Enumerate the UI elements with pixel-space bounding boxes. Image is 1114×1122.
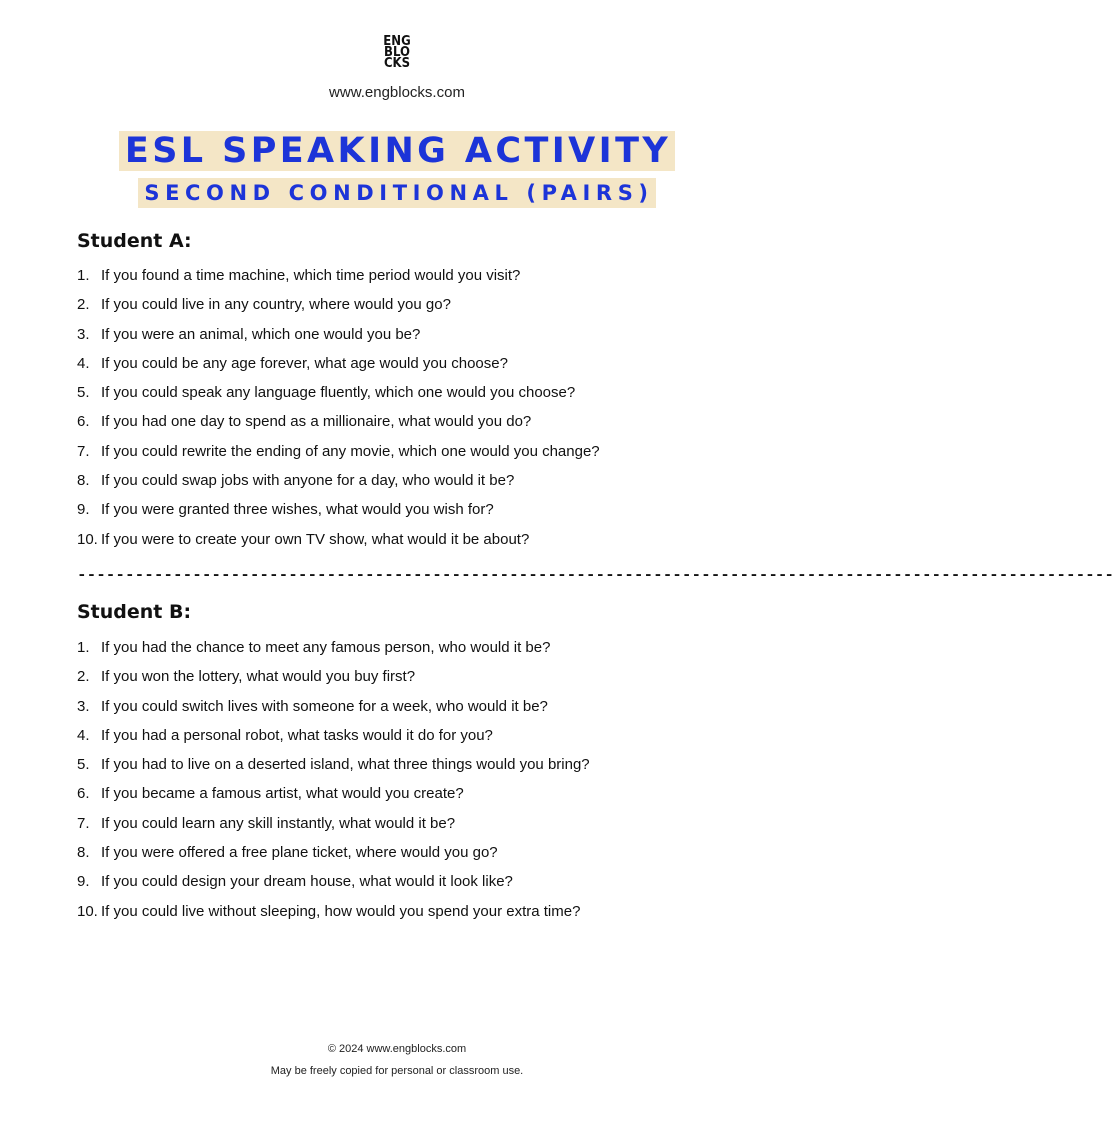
question-text: If you could be any age forever, what age would you choose? (101, 354, 508, 372)
question-number: 6. (77, 413, 90, 431)
logo-line: ENG (383, 34, 411, 49)
question-number: 1. (77, 639, 90, 656)
question-item (77, 872, 590, 901)
question-number: 3. (77, 697, 90, 715)
question-text: If you could swap jobs with anyone for a day, who would it be? (101, 472, 515, 490)
page-title: ESL SPEAKING ACTIVITY (119, 131, 675, 171)
question-number: 4. (77, 726, 90, 744)
question-item (77, 726, 590, 755)
site-url[interactable]: www.engblocks.com (329, 84, 465, 101)
question-text: If you were an animal, which one would you be? (101, 325, 421, 343)
student-b-question-list (77, 638, 590, 931)
logo-line: CKS (383, 56, 411, 71)
title-block (0, 131, 794, 171)
question-item (77, 902, 590, 931)
question-item (77, 530, 600, 559)
question-number: 7. (77, 442, 90, 460)
question-text: If you could speak any language fluently, which one would you choose? (101, 384, 576, 402)
question-text: If you could design your dream house, what would it look like? (101, 873, 513, 891)
question-item (77, 784, 590, 813)
question-number: 7. (77, 814, 90, 832)
question-item (77, 354, 600, 383)
question-text: If you could switch lives with someone for a week, who would it be? (101, 697, 548, 715)
question-item (77, 266, 600, 295)
question-number: 4. (77, 354, 90, 372)
question-text: If you could live in any country, where would you go? (101, 296, 451, 314)
question-number: 8. (77, 844, 90, 862)
question-number: 2. (77, 296, 90, 314)
question-item (77, 383, 600, 412)
question-item (77, 814, 590, 843)
question-item (77, 667, 590, 696)
question-number: 10. (77, 902, 98, 920)
engblocks-logo (0, 36, 794, 69)
question-text: If you could rewrite the ending of any movie, which one would you change? (101, 442, 600, 460)
question-text: If you could learn any skill instantly, what would it be? (101, 814, 456, 832)
student-a-question-list (77, 266, 600, 559)
student-b-heading: Student B: (77, 601, 192, 623)
question-text: If you had the chance to meet any famous person, who would it be? (101, 639, 551, 656)
question-item (77, 638, 590, 667)
question-text: If you became a famous artist, what would you create? (101, 785, 464, 803)
subtitle-block (0, 178, 794, 208)
question-text: If you had one day to spend as a millionaire, what would you do? (101, 413, 532, 431)
logo-line: BLO (384, 45, 410, 60)
question-number: 2. (77, 668, 90, 686)
question-item (77, 442, 600, 471)
question-number: 5. (77, 384, 90, 402)
question-text: If you were granted three wishes, what would you wish for? (101, 501, 494, 519)
question-text: If you had a personal robot, what tasks would it do for you? (101, 726, 493, 744)
question-item (77, 295, 600, 324)
question-text: If you were offered a free plane ticket, where would you go? (101, 844, 498, 862)
question-number: 1. (77, 267, 90, 284)
question-item (77, 755, 590, 784)
question-number: 10. (77, 530, 98, 548)
student-a-heading: Student A: (77, 230, 192, 252)
question-number: 9. (77, 501, 90, 519)
question-number: 9. (77, 873, 90, 891)
question-text: If you could live without sleeping, how would you spend your extra time? (101, 902, 581, 920)
question-item (77, 697, 590, 726)
question-number: 8. (77, 472, 90, 490)
question-item (77, 412, 600, 441)
question-number: 5. (77, 756, 90, 774)
question-text: If you won the lottery, what would you buy first? (101, 668, 416, 686)
page-subtitle: SECOND CONDITIONAL (PAIRS) (138, 178, 655, 208)
section-divider: ------------------------------------------------------------------------------------------------------------ (77, 566, 1114, 584)
footer-copyright: © 2024 www.engblocks.com (327, 1043, 467, 1055)
question-text: If you were to create your own TV show, what would it be about? (101, 530, 530, 548)
footer-license: May be freely copied for personal or classroom use. (270, 1065, 524, 1077)
question-number: 6. (77, 785, 90, 803)
question-item (77, 471, 600, 500)
question-text: If you had to live on a deserted island, what three things would you bring? (101, 756, 590, 774)
question-number: 3. (77, 325, 90, 343)
question-text: If you found a time machine, which time period would you visit? (101, 267, 521, 284)
question-item (77, 325, 600, 354)
question-item (77, 500, 600, 529)
question-item (77, 843, 590, 872)
